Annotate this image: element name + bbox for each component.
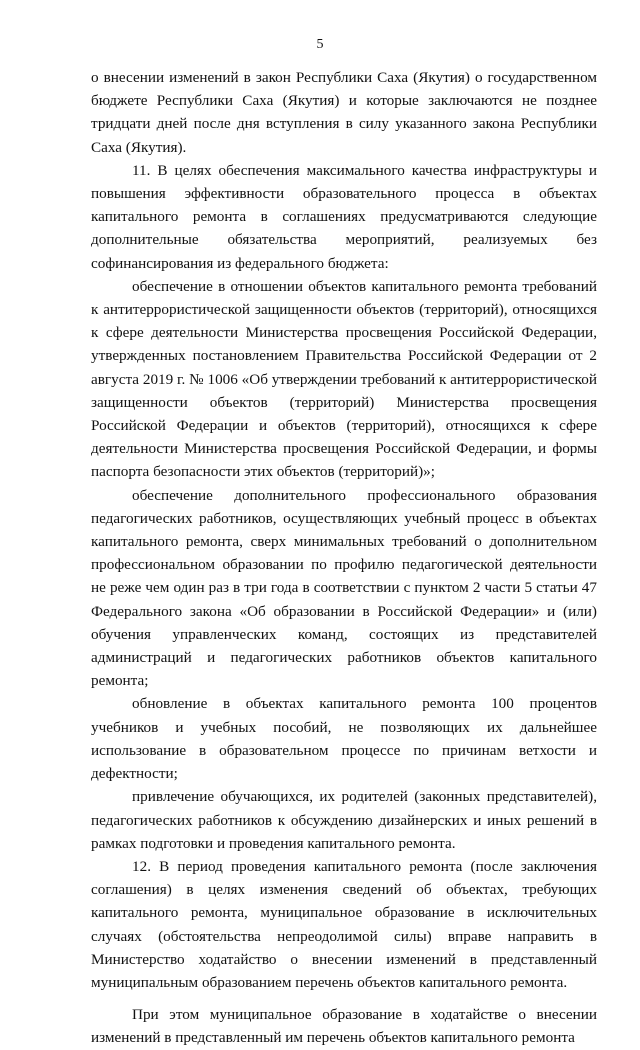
paragraph-item-12: 12. В период проведения капитального ремонта (после заключения соглашения) в целях изменения сведений об объектах, требующих капитального ремонта, муниципальное образование в исключительных случаях (обстоятельства непреодолимой силы) вправе направить в Министерство ходатайство о внесении изменений в представленный муниципальным образованием перечень объектов капитального ремонта. — [91, 857, 597, 991]
paragraph-antiterror-requirements: обеспечение в отношении объектов капитального ремонта требований к антитеррористической защищенности объектов (территорий), относящихся к сфере деятельности Министерства просвещения Российской Федерации, утвержденных постановлением Правительства Российской Федерации от 2 августа 2019 г. № 1006 «Об утверждении требований к антитеррористической защищенности объектов (территорий) Министерства просвещения Российской Федерации и объектов (территорий), относящихся к сфере деятельности Министерства просвещения Российской Федерации, и формы паспорта безопасности этих объектов (территорий)»; — [91, 277, 597, 481]
paragraph-stakeholder-involvement: привлечение обучающихся, их родителей (законных представителей), педагогических работников к обсуждению дизайнерских и иных решений в рамках подготовки и проведения капитального ремонта. — [91, 788, 597, 852]
page-number: 5 — [316, 37, 324, 52]
paragraph-petition-note: При этом муниципальное образование в ходатайстве о внесении изменений в представленный им перечень объектов капитального ремонта — [91, 1006, 597, 1047]
document-body — [91, 66, 597, 1050]
paragraph-professional-education: обеспечение дополнительного профессионального образования педагогических работников, осуществляющих учебный процесс в объектах капитального ремонта, сверх минимальных требований о дополнительном профессиональном образовании по профилю педагогической деятельности не реже чем один раз в три года в соответствии с пунктом 2 части 5 статьи 47 Федерального закона «Об образовании в Российской Федерации» и (или) обучения управленческих команд, состоящих из представителей администраций и педагогических работников объектов капитального ремонта; — [91, 486, 597, 690]
paragraph-item-11: 11. В целях обеспечения максимального качества инфраструктуры и повышения эффективности образовательного процесса в объектах капитального ремонта в соглашениях предусматриваются следующие дополнительные обязательства мероприятий, реализуемых без софинансирования из федерального бюджета: — [91, 161, 597, 272]
paragraph-textbooks-renewal: обновление в объектах капитального ремонта 100 процентов учебников и учебных пособий, не позволяющих их дальнейшее использование в образовательном процессе по причинам ветхости и дефектности; — [91, 695, 597, 783]
paragraph-continuation: о внесении изменений в закон Республики Саха (Якутия) о государственном бюджете Республики Саха (Якутия) и которые заключаются не позднее тридцати дней после дня вступления в силу указанного закона Республики Саха (Якутия). — [91, 69, 597, 156]
